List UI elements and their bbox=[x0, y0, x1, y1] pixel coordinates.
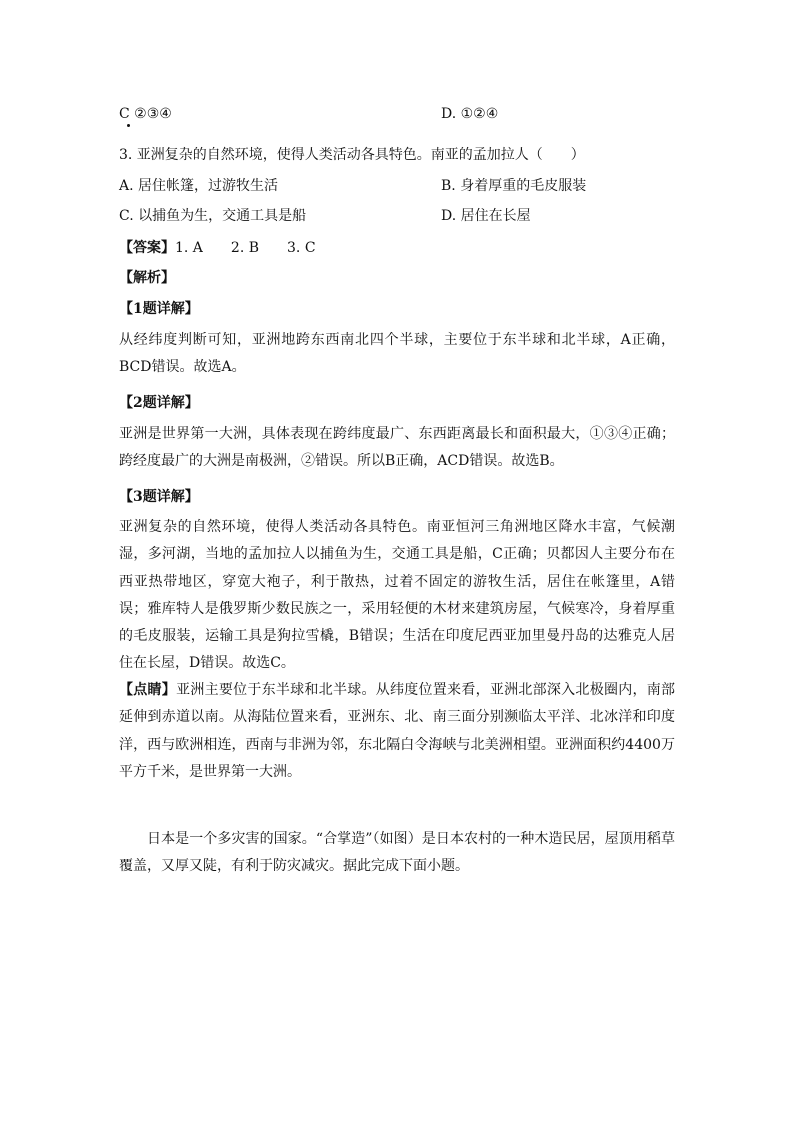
q3-option-b: B. 身着厚重的毛皮服装 bbox=[441, 178, 587, 194]
question-2-options-row bbox=[119, 104, 679, 124]
question-3-options-row-2 bbox=[119, 206, 679, 226]
q3-option-c: C. 以捕鱼为生，交通工具是船 bbox=[119, 208, 307, 224]
tip-paragraph bbox=[119, 677, 675, 786]
tip-text: 亚洲主要位于东半球和北半球。从纬度位置来看，亚洲北部深入北极圈内，南部延伸到赤道以南。从海陆位置来看，亚洲东、北、南三面分别濒临太平洋、北冰洋和印度洋，西与欧洲相连，西南与非洲为邻，东北隔白令海峡与北美洲相望。亚洲面积约4400万平方千米，是世界第一大洲。 bbox=[119, 682, 676, 780]
option-c: C ②③④ bbox=[119, 106, 172, 122]
analysis-heading: 【解析】 bbox=[119, 270, 175, 286]
detail-1-heading: 【1题详解】 bbox=[119, 301, 199, 317]
answer-label: 【答案】 bbox=[119, 240, 175, 256]
answer-text: 1. A 2. B 3. C bbox=[175, 240, 316, 256]
detail-3-heading: 【3题详解】 bbox=[119, 489, 199, 505]
detail-2-heading: 【2题详解】 bbox=[119, 395, 199, 411]
detail-2-text: 亚洲是世界第一大洲，具体表现在跨纬度最广、东西距离最长和面积最大，①③④正确；跨经度最广的大洲是南极洲，②错误。所以B正确，ACD错误。故选B。 bbox=[119, 426, 675, 470]
answer-line bbox=[119, 238, 316, 258]
option-d: D. ①②④ bbox=[441, 106, 499, 122]
intro-paragraph: 日本是一个多灾害的国家。“合掌造”（如图）是日本农村的一种木造民居，屋顶用稻草覆盖，又厚又陡，有利于防灾减灾。据此完成下面小题。 bbox=[119, 831, 675, 875]
q3-option-d: D. 居住在长屋 bbox=[441, 208, 531, 224]
q3-option-a: A. 居住帐篷，过游牧生活 bbox=[119, 178, 279, 194]
tip-label: 【点睛】 bbox=[119, 682, 177, 698]
question-3-options-row-1 bbox=[119, 176, 679, 196]
detail-3-text: 亚洲复杂的自然环境，使得人类活动各具特色。南亚恒河三角洲地区降水丰富，气候潮湿，多河湖，当地的孟加拉人以捕鱼为生，交通工具是船，C正确；贝都因人主要分布在西亚热带地区，穿宽大袍子，利于散热，过着不固定的游牧生活，居住在帐篷里，A错误；雅库特人是俄罗斯少数民族之一，采用轻便的木材来建筑房屋，气候寒冷，身着厚重的毛皮服装，运输工具是狗拉雪橇，B错误；生活在印度尼西亚加里曼丹岛的达雅克人居住在长屋，D错误。故选C。 bbox=[119, 519, 675, 672]
question-3-stem: 3. 亚洲复杂的自然环境，使得人类活动各具特色。南亚的孟加拉人（ ） bbox=[119, 147, 585, 163]
detail-1-text: 从经纬度判断可知，亚洲地跨东西南北四个半球，主要位于东半球和北半球，A正确，BCD错误。故选A。 bbox=[119, 332, 675, 376]
stray-dot-mark bbox=[127, 124, 130, 127]
